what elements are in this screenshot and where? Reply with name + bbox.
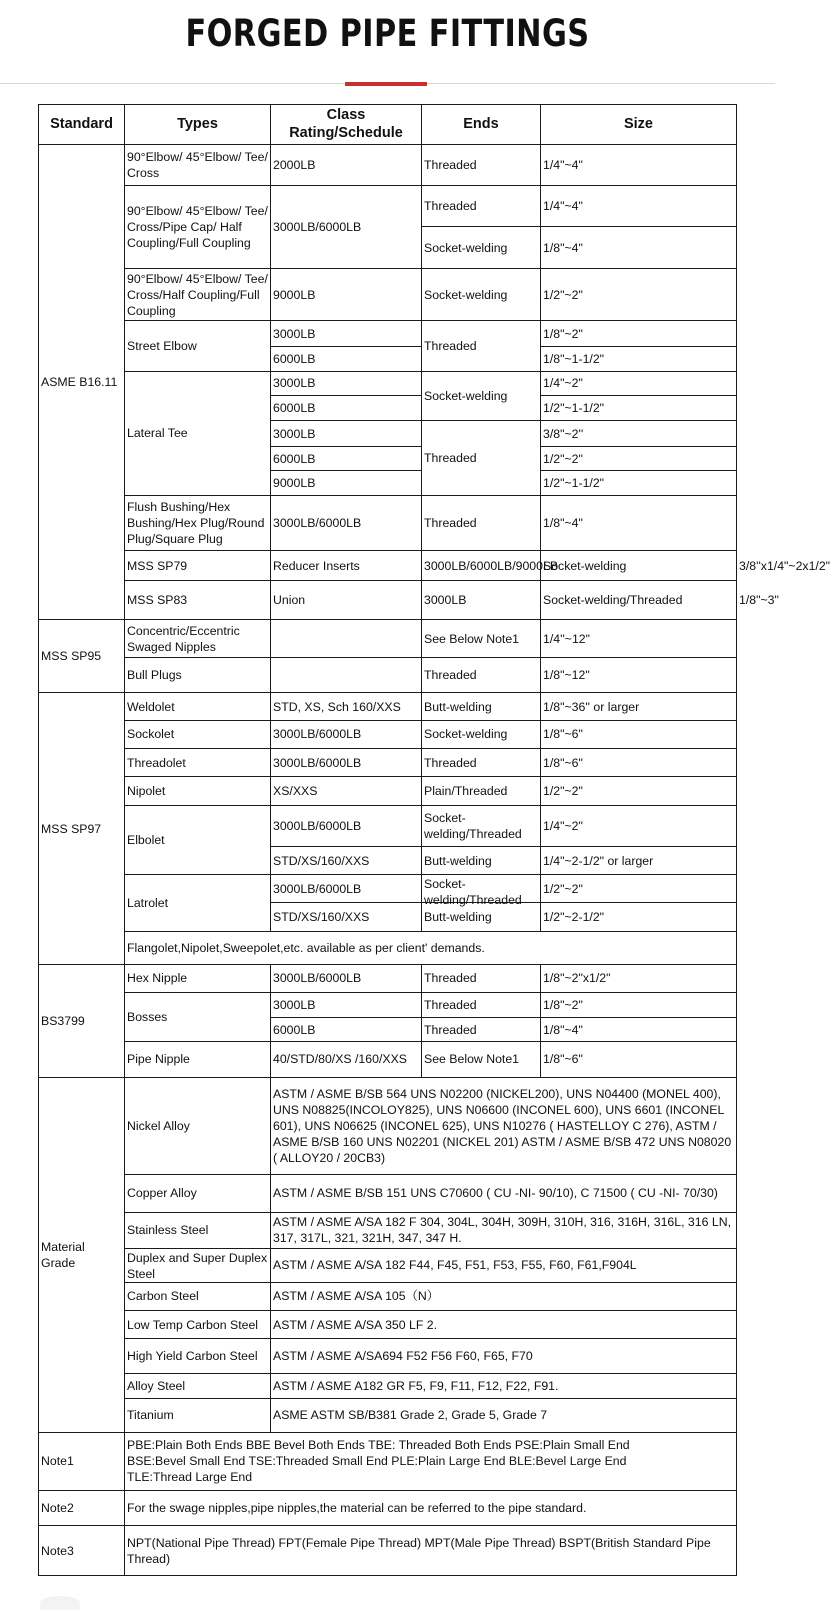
table-row: [39, 269, 737, 321]
standard-bs3799: BS3799: [39, 965, 125, 1078]
header-size: Size: [541, 105, 737, 145]
material-spec: ASTM / ASME A/SA694 F52 F56 F60, F65, F70: [271, 1339, 737, 1373]
ends-cell: Butt-welding: [422, 903, 541, 931]
class-cell: 3000LB: [271, 421, 422, 446]
table-row: [39, 1490, 737, 1526]
material-spec: ASME ASTM SB/B381 Grade 2, Grade 5, Grade 7: [271, 1399, 737, 1432]
ends-cell: Threaded: [422, 321, 541, 372]
table-row: [39, 777, 737, 805]
table-row: MSS SP79 Reducer Inserts 3000LB/6000LB/9000LB Socket-welding 3/8''x1/4"~2x1/2": [39, 551, 737, 580]
types-cell: Elbolet: [125, 805, 271, 874]
table-row: [39, 620, 737, 658]
material-spec: ASTM / ASME A/SA 105（N）: [271, 1282, 737, 1310]
table-row: [39, 1432, 737, 1490]
table-row: [39, 1526, 737, 1576]
class-cell: 3000LB/6000LB: [271, 805, 422, 847]
size-cell: 1/2"~1-1/2": [541, 396, 737, 421]
types-cell: Union: [271, 580, 422, 620]
material-name-text: Duplex and Super Duplex Steel: [127, 1251, 268, 1282]
class-cell: 3000LB/6000LB: [271, 495, 422, 551]
ends-cell: Threaded: [422, 657, 541, 693]
class-cell: 3000LB/6000LB: [271, 749, 422, 777]
ends-text: Socket-welding/Threaded: [424, 877, 522, 908]
ends-cell: Butt-welding: [422, 693, 541, 720]
table-row: [39, 720, 737, 748]
table-row: [39, 1310, 737, 1338]
class-cell: 3000LB/6000LB: [271, 720, 422, 748]
table-row: [39, 1042, 737, 1078]
size-cell: 1/2"~2": [541, 874, 737, 902]
types-cell: Reducer Inserts: [271, 551, 422, 580]
table-row: [39, 1373, 737, 1398]
note1-text: [125, 1432, 737, 1490]
ends-cell: Threaded: [422, 495, 541, 551]
sp97-note: Flangolet,Nipolet,Sweepolet,etc. available as per client' demands.: [125, 931, 737, 964]
types-cell: Latrolet: [125, 874, 271, 931]
class-cell: STD, XS, Sch 160/XXS: [271, 693, 422, 720]
types-cell: 90°Elbow/ 45°Elbow/ Tee/ Cross/Half Coupling/Full Coupling: [125, 269, 271, 321]
material-name: Nickel Alloy: [125, 1077, 271, 1174]
material-spec: ASTM / ASME B/SB 564 UNS N02200 (NICKEL200), UNS N04400 (MONEL 400), UNS N08825(INCOLOY825), UNS N06600 (INCONEL 600), UNS 6601 (INCONEL 601), UNS N06625 (INCONEL 625), UNS N10276 ( HASTELLOY C 276), ASTM / ASME B/SB 160 UNS N02201 (NICKEL 201) ASTM / ASME B/SB 472 UNS N08020 ( ALLOY20 / 20CB3): [271, 1077, 737, 1174]
size-cell: 1/4"~2": [541, 805, 737, 847]
header-types: Types: [125, 105, 271, 145]
standard-sp83: MSS SP83: [125, 580, 271, 620]
size-cell: 1/8"~4": [541, 1017, 737, 1041]
table-row: [39, 693, 737, 720]
note2-text: For the swage nipples,pipe nipples,the material can be referred to the pipe standard.: [125, 1490, 737, 1526]
types-cell: Street Elbow: [125, 321, 271, 372]
class-cell: 3000LB/6000LB: [271, 874, 422, 902]
table-row: [39, 371, 737, 395]
ends-cell: Threaded: [422, 992, 541, 1017]
size-cell: 1/8"~12": [541, 657, 737, 693]
standard-sp79: MSS SP79: [125, 551, 271, 580]
ends-cell: Socket-welding: [422, 269, 541, 321]
ends-cell: See Below Note1: [422, 620, 541, 658]
standard-sp97: MSS SP97: [39, 693, 125, 965]
size-cell: 1/8"~36'' or larger: [541, 693, 737, 720]
header-ends: Ends: [422, 105, 541, 145]
size-cell: 1/8"~4": [541, 495, 737, 551]
table-row: [39, 657, 737, 693]
size-cell: 1/2"~2": [541, 269, 737, 321]
note3-label: Note3: [39, 1526, 125, 1576]
table-row: [39, 1282, 737, 1310]
table-row: [39, 495, 737, 551]
note2-label: Note2: [39, 1490, 125, 1526]
table-row: [39, 1077, 737, 1174]
material-spec: ASTM / ASME B/SB 151 UNS C70600 ( CU -NI- 90/10), C 71500 ( CU -NI- 70/30): [271, 1175, 737, 1213]
types-cell: 90°Elbow/ 45°Elbow/ Tee/ Cross: [125, 144, 271, 186]
note1-line: BSE:Bevel Small End TSE:Threaded Small End PLE:Plain Large End BLE:Bevel Large End: [127, 1454, 627, 1469]
size-cell: 1/8"~1-1/2": [541, 347, 737, 371]
material-name: Low Temp Carbon Steel: [125, 1310, 271, 1338]
class-cell: 6000LB: [271, 347, 422, 371]
table-row: [39, 1339, 737, 1373]
class-cell: 3000LB/6000LB: [271, 965, 422, 992]
ends-cell: Socket-welding: [541, 551, 737, 580]
ends-cell: Plain/Threaded: [422, 777, 541, 805]
ends-cell: Threaded: [422, 1017, 541, 1041]
size-cell: 1/8"~6": [541, 749, 737, 777]
ends-cell: Threaded: [422, 965, 541, 992]
material-spec: ASTM / ASME A/SA 182 F 304, 304L, 304H, 309H, 310H, 316, 316H, 316L, 316 LN, 317, 317L, 321, 321H, 347, 347 H.: [271, 1212, 737, 1249]
material-spec: ASTM / ASME A/SA 350 LF 2.: [271, 1310, 737, 1338]
material-name: [125, 1249, 271, 1282]
ends-cell: Butt-welding: [422, 847, 541, 874]
types-cell: Pipe Nipple: [125, 1042, 271, 1078]
class-cell: 3000LB: [422, 580, 541, 620]
types-cell: Threadolet: [125, 749, 271, 777]
types-cell: Bosses: [125, 992, 271, 1042]
ends-cell: Socket-welding: [422, 371, 541, 421]
size-cell: 1/8"~4": [541, 226, 737, 269]
size-cell: 1/2"~2": [541, 446, 737, 470]
size-cell: 1/8"~2": [541, 321, 737, 347]
class-cell: 3000LB/6000LB/9000LB: [422, 551, 541, 580]
ends-cell: See Below Note1: [422, 1042, 541, 1078]
table-row: [39, 992, 737, 1017]
table-row: [39, 805, 737, 847]
class-cell: [271, 620, 422, 658]
class-cell: 3000LB: [271, 371, 422, 395]
ends-cell: [422, 874, 541, 908]
types-cell: Weldolet: [125, 693, 271, 720]
table-row: [39, 144, 737, 186]
class-cell: STD/XS/160/XXS: [271, 847, 422, 874]
standard-asme: ASME B16.11: [39, 144, 125, 620]
class-cell: 2000LB: [271, 144, 422, 186]
table-row: [39, 1212, 737, 1249]
material-spec: ASTM / ASME A182 GR F5, F9, F11, F12, F22, F91.: [271, 1373, 737, 1398]
class-cell: STD/XS/160/XXS: [271, 903, 422, 931]
standard-sp95: MSS SP95: [39, 620, 125, 693]
fittings-spec-table: [38, 104, 830, 1576]
class-cell: 9000LB: [271, 471, 422, 495]
header-standard: Standard: [39, 105, 125, 145]
material-spec: ASTM / ASME A/SA 182 F44, F45, F51, F53, F55, F60, F61,F904L: [271, 1249, 737, 1282]
ends-cell: Threaded: [422, 144, 541, 186]
material-name: Stainless Steel: [125, 1212, 271, 1249]
ends-cell: Threaded: [422, 421, 541, 495]
size-cell: 1/4''~12": [541, 620, 737, 658]
size-cell: 1/8"~2"x1/2": [541, 965, 737, 992]
size-cell: 1/2"~1-1/2": [541, 471, 737, 495]
header-class-rating: Class Rating/Schedule: [271, 105, 422, 145]
ends-cell: Socket-welding/Threaded: [541, 580, 737, 620]
types-cell: Flush Bushing/Hex Bushing/Hex Plug/Round Plug/Square Plug: [125, 495, 271, 551]
table-row: MSS SP83 Union 3000LB Socket-welding/Threaded 1/8"~3": [39, 580, 737, 620]
ends-cell: Socket-welding: [422, 226, 541, 269]
size-cell: 1/8"~6": [541, 720, 737, 748]
class-cell: XS/XXS: [271, 777, 422, 805]
class-cell: 6000LB: [271, 396, 422, 421]
size-cell: 1/4"~2": [541, 371, 737, 395]
types-cell: Nipolet: [125, 777, 271, 805]
accent-underline: [345, 82, 427, 86]
size-cell: 1/8"~2": [541, 992, 737, 1017]
table-row: [39, 749, 737, 777]
size-cell: 1/4"~2-1/2" or larger: [541, 847, 737, 874]
types-cell: 90°Elbow/ 45°Elbow/ Tee/ Cross/Pipe Cap/ Half Coupling/Full Coupling: [125, 186, 271, 269]
types-cell: Lateral Tee: [125, 371, 271, 495]
types-cell: Sockolet: [125, 720, 271, 748]
table-header-row: [39, 105, 737, 145]
note3-text: NPT(National Pipe Thread) FPT(Female Pipe Thread) MPT(Male Pipe Thread) BSPT(British Standard Pipe Thread): [125, 1526, 737, 1576]
class-cell: 6000LB: [271, 1017, 422, 1041]
material-name: High Yield Carbon Steel: [125, 1339, 271, 1373]
size-cell: 1/2"~2-1/2": [541, 903, 737, 931]
table-row: [39, 1175, 737, 1213]
table-row: [39, 186, 737, 227]
class-cell: 9000LB: [271, 269, 422, 321]
types-cell: Concentric/Eccentric Swaged Nipples: [125, 620, 271, 658]
material-grade-label: Material Grade: [39, 1077, 125, 1432]
size-cell: 1/4"~4": [541, 144, 737, 186]
ends-cell: Socket-welding/Threaded: [422, 805, 541, 847]
table-row: [39, 965, 737, 992]
class-cell: 40/STD/80/XS /160/XXS: [271, 1042, 422, 1078]
material-name: Carbon Steel: [125, 1282, 271, 1310]
ends-cell: Threaded: [422, 186, 541, 227]
table-row: [39, 1249, 737, 1282]
size-cell: 1/2"~2": [541, 777, 737, 805]
page-title: FORGED PIPE FITTINGS: [185, 12, 590, 55]
size-cell: 1/8"~6": [541, 1042, 737, 1078]
table-row: [39, 321, 737, 347]
class-cell: 6000LB: [271, 446, 422, 470]
class-cell: [271, 657, 422, 693]
material-name: Titanium: [125, 1399, 271, 1432]
note1-line: TLE:Thread Large End: [127, 1470, 253, 1485]
size-cell: 1/4"~4": [541, 186, 737, 227]
note1-line: PBE:Plain Both Ends BBE Bevel Both Ends TBE: Threaded Both Ends PSE:Plain Small End: [127, 1438, 630, 1453]
ends-cell: Socket-welding: [422, 720, 541, 748]
table-row: [39, 874, 737, 902]
material-name: Alloy Steel: [125, 1373, 271, 1398]
types-cell: Bull Plugs: [125, 657, 271, 693]
class-cell: 3000LB: [271, 992, 422, 1017]
table-row: [39, 931, 737, 964]
ends-cell: Threaded: [422, 749, 541, 777]
table-row: [39, 1399, 737, 1432]
bottom-decoration: [40, 1596, 80, 1610]
size-cell: 3/8"~2'': [541, 421, 737, 446]
material-name: Copper Alloy: [125, 1175, 271, 1213]
types-cell: Hex Nipple: [125, 965, 271, 992]
note1-label: Note1: [39, 1432, 125, 1490]
class-cell: 3000LB/6000LB: [271, 186, 422, 269]
class-cell: 3000LB: [271, 321, 422, 347]
